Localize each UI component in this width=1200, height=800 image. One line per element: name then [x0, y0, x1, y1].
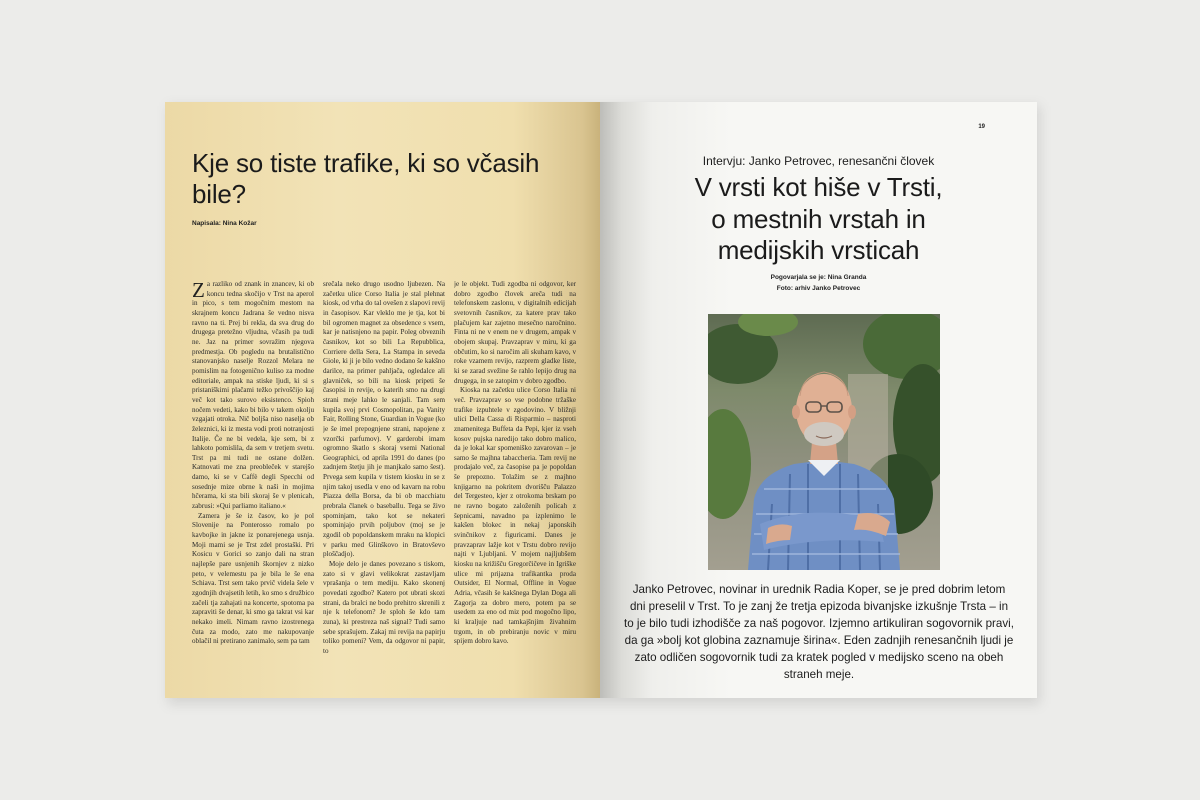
page-number: 19 — [978, 124, 985, 130]
article-paragraph — [192, 280, 314, 512]
article-paragraph: Zamera je še iz časov, ko je pol Slovenije na Ponterosso romalo po kavbojke in jakne iz ponarejenega usnja. Moji mami se je Trst zdel prostaški. Pri Kosicu v Gorici so zanjo dali na stran najlepše pare usnjenih škornjev z nizko peto, v velemestu pa je bila le še ena Schiava. Trst sem tako prvič videla šele v zgodnjih dvajsetih letih, ko smo s družbico začeli tja zahajati na koncerte, spotoma pa zapraviti še denar, ki smo ga takrat vsi kar nekako imeli. Nimam ravno izostrenega čuta za modo, zato me nakupovanje oblačil ni pretirano zanimalo, sem pa tam — [192, 511, 314, 646]
article-title: Kje so tiste trafike, ki so včasih bile? — [192, 148, 540, 209]
article-columns — [192, 280, 576, 680]
left-page — [165, 102, 600, 698]
interview-title — [620, 172, 1017, 267]
article-column-2 — [323, 280, 445, 680]
title-line: medijskih vrsticah — [717, 235, 920, 265]
article-paragraph: Moje delo je danes povezano s tiskom, zato si v glavi velikokrat zastavljam vprašanja o tem mediju. Kako skonenj povedati zgodbo? Katero pot ubrati skozi strani, da bralci ne bodo prehitro skrenili z nje k telefonom? Je sploh še kdo tam zuna), ki prestreza naš signal? Tudi samo sebe sprašujem. Zakaj mi revija na papirju toliko pomeni? Vem, da odgovor ni papir, to — [323, 560, 445, 655]
drop-cap: Z — [192, 280, 205, 302]
interview-kicker: Intervju: Janko Petrovec, renesančni človek — [702, 154, 935, 168]
article-paragraph: je le objekt. Tudi zgodba ni odgovor, ker dobro zgodbo človek areča tudi na telefonskem zaslonu, v digitalnih edicijah svetovnih časnikov, za katere prav tako plačujem kar zajetno mesečno naročnino. Finta ni ne v enem ne v drugem, ampak v obojem skupaj. Pravzaprav v miru, ki ga občutim, ko si naročim ali skuham kavo, v roke vzamem revijo, razprem gladke liste, ki se zarad svežine še rahlo lepijo drug na drugega, in se zatopim v dobro zgodbo. — [454, 280, 576, 385]
title-line: o mestnih vrstah in — [711, 203, 926, 234]
article-paragraph: Kioska na začetku ulice Corso Italia ni več. Pravzaprav so vse podobne tržaške trafike izpuhtele v zgodovino. V bližnji ulici Della Cassa di Risparmio – nasproti znamenitega Buffeta da Pepi, kjer iz vseh kosov pujska naredijo tako dobro malico, da je lokal kar spomeniško zavarovan – je samo še majhna tabaccheria. Tam revij ne prodajalo več, za časopise pa je popoldan še prepozno. Tolažim se z majhno knjigarno na pokritem dvorišču Palazzo del Tergesteo, kjer z otrokoma brskam po ne ravno bogato založenih policah z šepnicami, navadno pa izplenimo le kakšen blokec in nekaj japonskih svinčnikov z figuricami. Danes je pravzaprav lažje kot v Trstu dobro revijo najti v Ljubljani. V mojem najljubšem kiosku na križišču Gregorčičeve in Igriške ulice mi prijazna trafikantka proda Outsider, El Normal, Offline in Vogue Adria, včasih še kakšnega Dylan Doga ali Zagorja za dobro mero, potem pa se usedem za eno od miz pod mogočno lipo, ki kraljuje nad tamkajšnjim živahnim trgom, in ob prebiranju novic v miru spijem dobro kavo. — [454, 386, 576, 646]
article-column-1 — [192, 280, 314, 680]
interview-lead: Janko Petrovec, novinar in urednik Radia Koper, se je pred dobrim letom dni preselil v Trst. To je zanj že tretja epizoda bivanjske izkušnje Trsta – in to je bilo tudi izhodišče za naš pogovor. Izjemno artikuliran sogovornik pravi, da ga »bolj kot globina zaznamuje širina«. Eden zadnjih renesančnih ljudi je zato odličen sogovornik tudi za kratek pogled v medijsko sceno na obeh straneh meje. — [624, 583, 1014, 681]
portrait-illustration — [708, 314, 940, 570]
interview-credit: Pogovarjala se je: Nina Granda — [770, 274, 867, 281]
article-paragraph: srečala neko drugo usodno ljubezen. Na začetku ulice Corso Italia je stal plehnat kiosk, od vrha do tal ovešen z slapovi revij in časopisov. Kar vleklo me je tja, kot bi bil ogromen magnet za obsedence s vsem, kar je natisnjeno na papir. Poleg obveznih časnikov, kot so bili La Repubblica, Corriere della Sera, La Stampa in seveda Giole, ki ji je bilo vedno dodano še kakšno darilce, na primer pahljača, ogledalce ali glavniček, so bili na kiosk pripeti še časopisi in revije, o katerih smo na drugi strani meje lahko le sanjali. Tam sem kupila svoj prvi Cosmopolitan, pa Vanity Fair, Rolling Stone, Guardian in Vogue (ko je še imel prepognjene strani, napojene z vzorčki parfumov). V garderobi imam ogromno škatlo s skoraj vsemi National Geographici, od aprila 1991 do danes (po zadnjem štetju jih je manjkalo samo šest). Prvega sem kupila v tistem kiosku in se z njim takoj usedla v eno od kavarn na robu Piazza della Borsa, da bi ob macchiatu prebrala članek o baseballu. Tega se živo spominjam, tako kot se nekateri spominjajo prvih poljubov (moj se je zgodil ob popoldanskem mraku na klopici v parku med Glinškovo in Bratovševo ploščadjo). — [323, 280, 445, 559]
right-page — [600, 102, 1037, 698]
article-column-3 — [454, 280, 576, 680]
title-line: V vrsti kot hiše v Trsti, — [694, 172, 943, 202]
portrait-photo — [708, 314, 940, 570]
article-byline: Napisala: Nina Kožar — [192, 220, 257, 227]
photo-credit: Foto: arhiv Janko Petrovec — [776, 285, 861, 292]
paragraph-text: a razliko od znank in znancev, ki ob koncu tedna skočijo v Trst na aperol in pico, s tem mogočnim mestom na skrajnem koncu Jadrana še vedno nisva ravno na ti. Prej bi rekla, da sva drug do drugega pretežno vljudna, včasih pa tudi ne. Jaz na primer sovražim njegova predmestja. Ob pogledu na brutalistično stanovanjsko naselje Rozzol Melara ne pomislim na fotogenično kuliso za modne editoriale, ampak na stiske ljudi, ki si s pristaniškimi plačami težko privoščijo kaj več kot tako surovo eksistenco. Spioh nočem vedeti, kako bi bilo v takem okolju vzgajati otroka. Nič boljša niso naselja ob železnici, ki iz mesta vodi proti notranjosti Italije. Če ne bi vedela, kje sem, bi z lahkoto pomislila, da sem v tretjem svetu. Trst pa mi tudi ne ostane dolžen. Katnovati me zna preobleček v starejšo damo, ki se v Caffè degli Specchi od sosednje mize obrne k naši in mojima hčerama, ki sta bili skoraj še v plenicah, zabrusi: »Qui parliamo italiano.« — [192, 280, 314, 511]
